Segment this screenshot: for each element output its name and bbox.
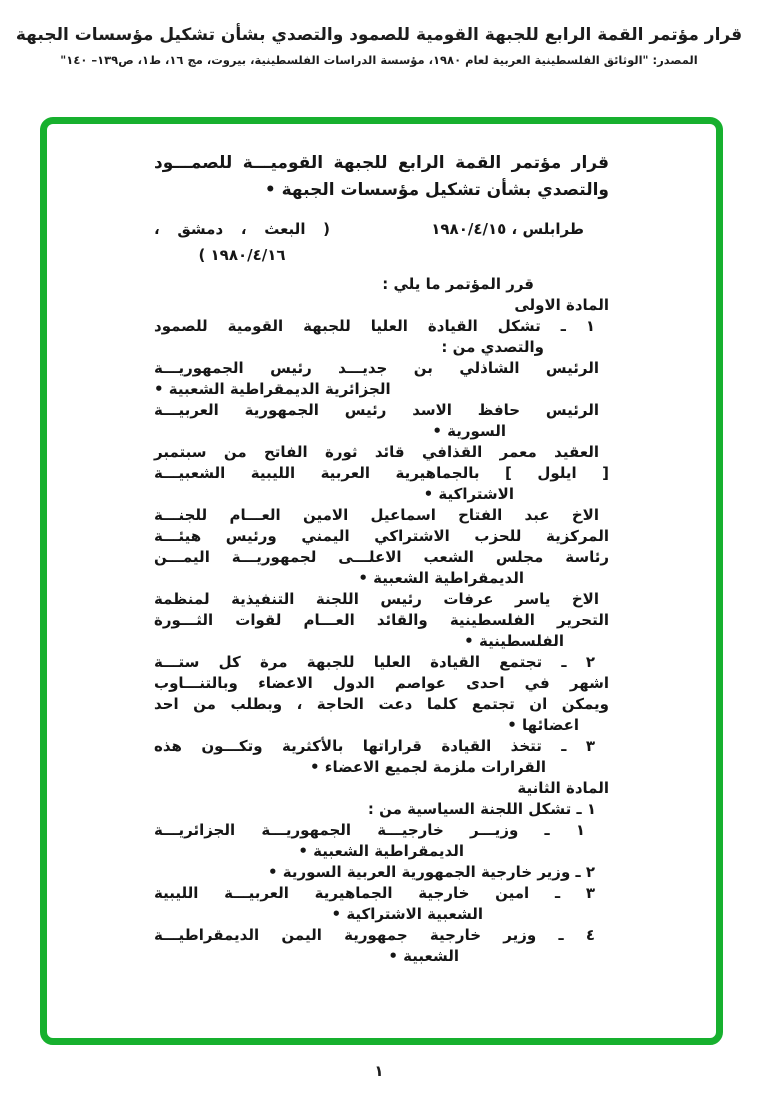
document-page: [0, 24, 758, 1080]
document-line: الفلسطينية •: [464, 632, 564, 650]
document-line: اعضائها •: [507, 716, 579, 734]
document-line: [ ايلول ] بالجماهيرية العربية الليبية الشعبيـــة: [154, 464, 609, 482]
document-header: [0, 24, 758, 67]
dateline: [154, 216, 609, 268]
document-line: رئاسة مجلس الشعب الاعلـــى لجمهوريـــة اليمـــن: [154, 548, 609, 566]
document-line: الجزائرية الديمقراطية الشعبية •: [154, 380, 391, 398]
document-line: العقيد معمر القذافي قائد ثورة الفاتح من سبتمبر: [154, 443, 599, 461]
document-line: الشعبية الاشتراكية •: [331, 905, 483, 923]
document-line: ٢ ـ وزير خارجية الجمهورية العربية السورية •: [268, 863, 595, 881]
decision-title: [154, 150, 609, 204]
document-line: اشهر في احدى عواصم الدول الاعضاء وبالتنـــاوب: [154, 674, 609, 692]
document-line: ٤ ـ وزير خارجية جمهورية اليمن الديمقراطيـــة: [154, 926, 595, 944]
dateline-source-ref: [154, 216, 330, 268]
document-line: ٣ ـ تتخذ القيادة قراراتها بالأكثرية وتكـــون هذه: [154, 737, 595, 755]
document-line: الرئيس الشاذلي بن جديـــد رئيس الجمهوريـــة: [154, 359, 599, 377]
article-heading: المادة الثانية: [517, 779, 609, 797]
document-line: الاشتراكية •: [423, 485, 514, 503]
document-line: الاخ ياسر عرفات رئيس اللجنة التنفيذية لمنظمة: [154, 590, 599, 608]
document-line: قرر المؤتمر ما يلي :: [382, 275, 534, 293]
document-line: الشعبية •: [388, 947, 459, 965]
document-line: السورية •: [432, 422, 506, 440]
document-line: ١ ـ وزيـــر خارجيـــة الجمهوريـــة الجزائريـــة: [154, 821, 585, 839]
document-line: ٢ ـ تجتمع القيادة العليا للجبهة مرة كل ستـــة: [154, 653, 595, 671]
document-line: ١ ـ تشكل اللجنة السياسية من :: [367, 800, 596, 818]
dateline-source-line-1: ( البعث ، دمشق ،: [154, 220, 330, 238]
document-line: ١ ـ تشكل القيادة العليا للجبهة القومية للصمود: [154, 317, 595, 335]
dateline-source-line-2: ١٩٨٠/٤/١٦ ): [198, 246, 286, 264]
highlight-frame: [40, 117, 723, 1045]
document-line: ويمكن ان تجتمع كلما دعت الحاجة ، وبطلب من احد: [154, 695, 609, 713]
document-line: والتصدي من :: [441, 338, 544, 356]
source-citation: المصدر: "الوثائق الفلسطينية العربية لعام ١٩٨٠، مؤسسة الدراسات الفلسطينية، بيروت، مج ١٦، ط١، ص١٣٩– ١٤٠": [60, 53, 698, 67]
document-content: [154, 124, 609, 967]
document-line: الاخ عبد الفتاح اسماعيل الامين العـــام للجنـــة: [154, 506, 599, 524]
article-heading: المادة الاولى: [514, 296, 609, 314]
decision-title-line-2: والتصدي بشأن تشكيل مؤسسات الجبهة •: [264, 180, 609, 200]
document-line: القرارات ملزمة لجميع الاعضاء •: [309, 758, 546, 776]
document-line: التحرير الفلسطينية والقائد العـــام لقوات الثـــورة: [154, 611, 609, 629]
document-lines: [154, 274, 609, 967]
decision-title-line-1: قرار مؤتمر القمة الرابع للجبهة القوميـــة للصمـــود: [154, 153, 609, 173]
page-title: قرار مؤتمر القمة الرابع للجبهة القومية للصمود والتصدي بشأن تشكيل مؤسسات الجبهة: [15, 25, 743, 45]
document-line: ٣ ـ امين خارجية الجماهيرية العربيـــة الليبية: [154, 884, 595, 902]
dateline-place-date: طرابلس ، ١٩٨٠/٤/١٥: [431, 220, 584, 238]
document-line: الرئيس حافظ الاسد رئيس الجمهورية العربيـــة: [154, 401, 599, 419]
document-line: المركزية للحزب الاشتراكي اليمني ورئيس هيئـــة: [154, 527, 609, 545]
document-line: الديمقراطية الشعبية •: [358, 569, 524, 587]
page-number: ١: [374, 1062, 384, 1080]
document-line: الديمقراطية الشعبية •: [298, 842, 464, 860]
